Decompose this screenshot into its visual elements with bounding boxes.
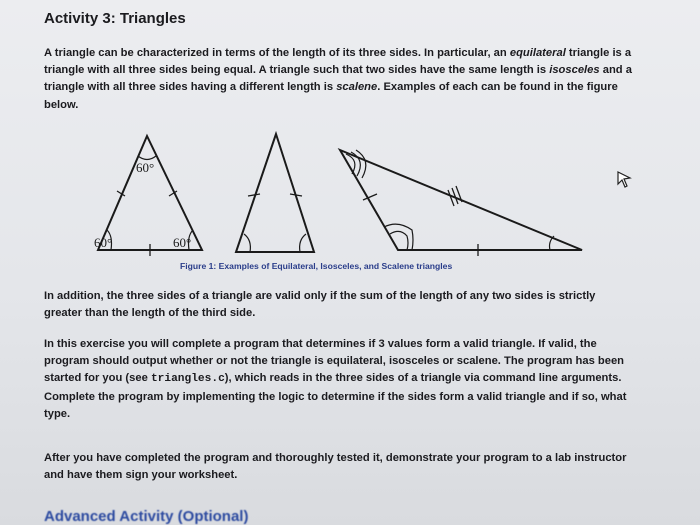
exercise-text-2: ), which reads in the three sides of a triangle via command line arguments. Complete the program by implementing the logic to determine if the sides form a valid triangle and if so, what type. (44, 372, 627, 420)
intro-text-4: . Examples of each can be found in the figure below. (44, 81, 618, 111)
intro-text-3: and a triangle with all three sides having a different length is (44, 64, 632, 94)
mouse-pointer-icon (616, 170, 632, 188)
intro-paragraph (44, 45, 634, 114)
completion-paragraph: After you have completed the program and thoroughly tested it, demonstrate your program to a lab instructor and have them sign your worksheet. (44, 452, 627, 482)
validity-paragraph: In addition, the three sides of a triangle are valid only if the sum of the length of any two sides is strictly greater than the length of the third side. (44, 290, 596, 320)
activity-title: Activity 3: Triangles (44, 10, 186, 27)
equilateral-triangle (94, 136, 202, 256)
angle-label-left: 60° (94, 235, 113, 250)
triangles-figure (80, 130, 620, 258)
exercise-text-1: In this exercise you will complete a program that determines if 3 values form a valid triangle. If valid, the program should output whether or not the triangle is equilateral, isosceles or scalene. The program has been started for you (see (44, 338, 625, 385)
scalene-triangle (340, 150, 582, 256)
next-section-heading: Advanced Activity (Optional) (44, 508, 249, 525)
figure-caption: Figure 1: Examples of Equilateral, Isosceles, and Scalene triangles (180, 261, 453, 271)
intro-text-2: triangle is a triangle with all three sides being equal. A triangle such that two sides have the same length is (44, 47, 632, 77)
angle-label-top: 60° (136, 160, 155, 175)
angle-label-right: 60° (173, 235, 192, 250)
isosceles-triangle (236, 134, 314, 252)
term-equilateral: equilateral (509, 47, 566, 59)
exercise-paragraph (44, 336, 634, 423)
filename-code: triangles.c (150, 373, 225, 386)
term-scalene: scalene (336, 81, 378, 94)
intro-text-1: A triangle can be characterized in terms of the length of its three sides. In particular, an (44, 47, 510, 59)
term-isosceles: isosceles (549, 64, 600, 77)
